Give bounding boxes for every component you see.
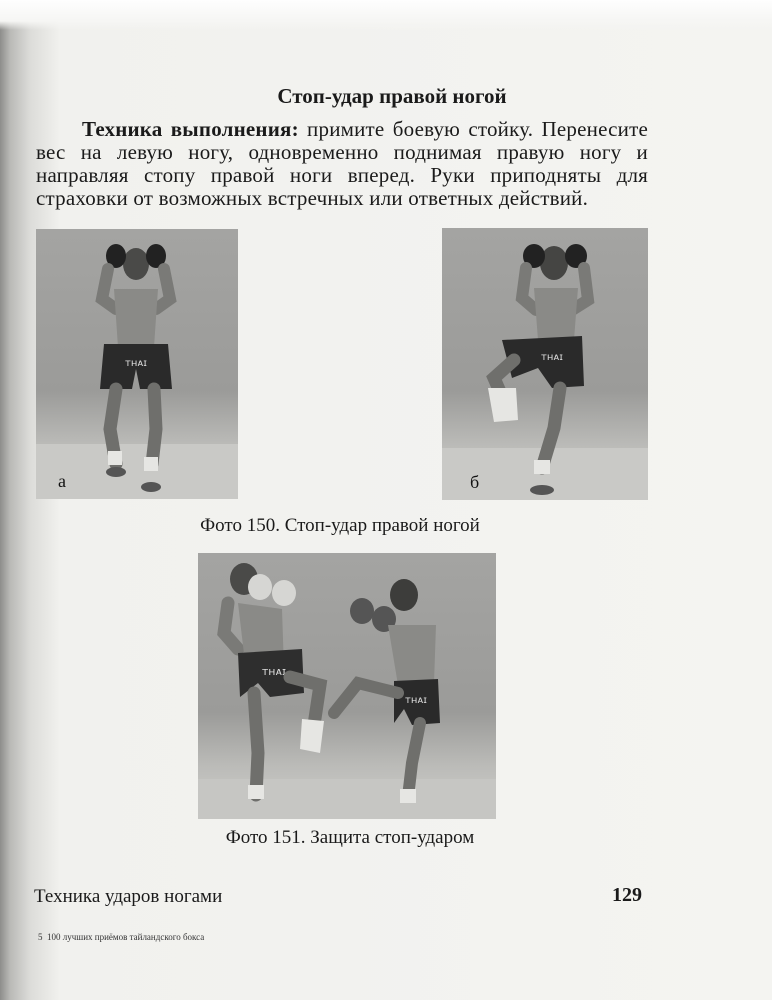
technique-text: примите боевую стойку. Перенесите вес на левую ногу, одновременно поднимая правую ногу и направляя стопу правой ноги вперед. Руки приподняты для страховки от возможных встречных или ответных действий. [36,117,648,210]
imprint-line [38,932,204,942]
svg-text:ᴛʜᴀɪ: ᴛʜᴀɪ [405,695,427,706]
technique-lead: Техника выполнения: [82,117,299,141]
page-number: 129 [612,884,642,906]
two-fighters-illustration [198,553,496,819]
technique-paragraph [36,118,648,210]
figure-151-caption: Фото 151. Защита стоп-ударом [225,827,475,848]
page-top-edge [0,0,772,30]
photo-150b [442,228,648,500]
fighter-knee-raise-illustration [442,228,648,500]
figure-150-caption: Фото 150. Стоп-удар правой ногой [200,515,480,536]
imprint-text: 100 лучших приёмов тайландского бокса [47,932,205,942]
svg-text:ᴛʜᴀɪ: ᴛʜᴀɪ [541,352,563,363]
section-title: Стоп-удар правой ногой [277,84,507,108]
svg-text:ᴛʜᴀɪ: ᴛʜᴀɪ [125,358,147,369]
photo-151 [198,553,496,819]
running-footer-section: Техника ударов ногами [34,886,223,907]
svg-text:ᴛʜᴀɪ: ᴛʜᴀɪ [261,665,287,678]
fighter-stance-illustration [36,229,238,499]
photo-label-b: б [470,472,480,492]
photo-label-a: а [58,471,66,491]
imprint-number: 5 [38,932,43,942]
photo-150a [36,229,238,499]
